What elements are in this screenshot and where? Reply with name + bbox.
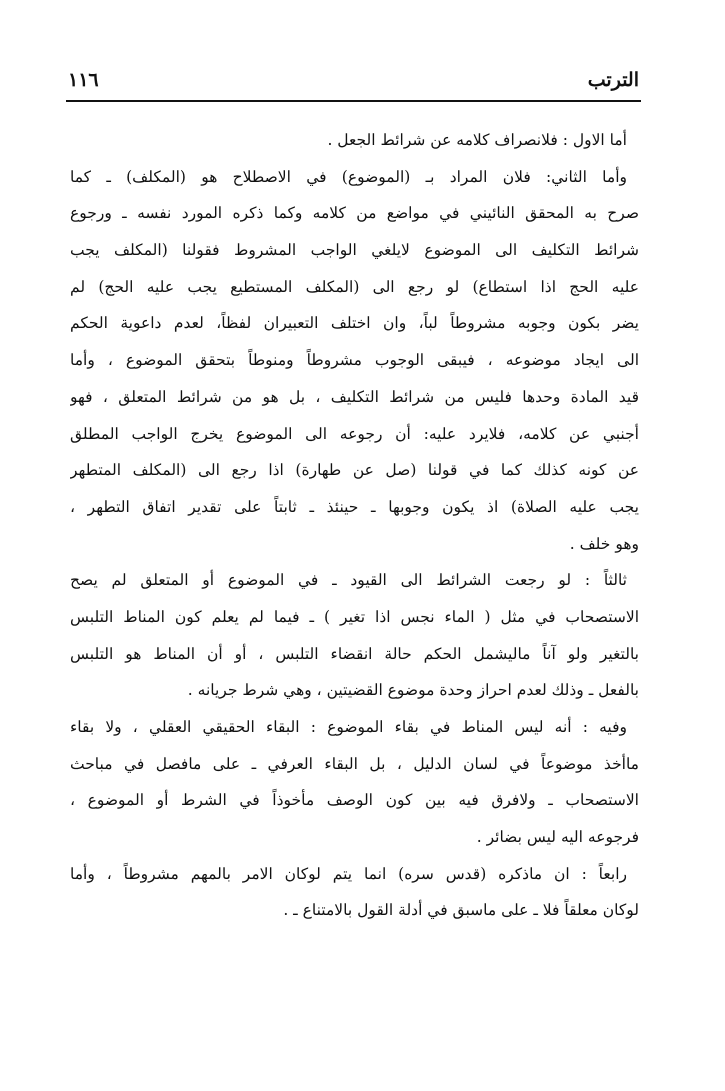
text-line: فرجوعه اليه ليس بضائر . bbox=[476, 828, 639, 847]
text-line: صرح به المحقق النائيني في مواضع من كلامه وكما ذكره المورد نفسه ـ ورجوع bbox=[70, 204, 639, 223]
header-rule bbox=[66, 100, 641, 102]
text-line: بالتغير ولو آناً ماليشمل الحكم حالة انقضاء التلبس ، أو أن المناط هو التلبس bbox=[70, 644, 639, 663]
text-line: يجب عليه الصلاة) اذ يكون وجوبها ـ حينئذ ـ ثابتاً على تقدير اتفاق التطهر ، bbox=[70, 497, 639, 516]
text-line: وهو خلف . bbox=[569, 534, 639, 553]
text-line: شرائط التكليف الى الموضوع لايلغي الواجب المشروط فقولنا (المكلف يجب bbox=[70, 241, 639, 260]
text-line: الاستصحاب ـ ولافرق فيه بين كون الوصف مأخوذاً في الشرط أو الموضوع ، bbox=[70, 791, 639, 810]
text-line: يضر بكون وجوبه مشروطاً لباً، وان اختلف التعبيران لفظاً، لعدم داعوية الحكم bbox=[70, 314, 639, 333]
text-line: وأما الثاني: فلان المراد بـ (الموضوع) في الاصطلاح هو (المكلف) ـ كما bbox=[70, 167, 627, 186]
text-line: الاستصحاب في مثل ( الماء نجس اذا تغير ) ـ فيما لم يعلم كون المناط التلبس bbox=[70, 607, 639, 626]
running-header bbox=[68, 62, 639, 98]
text-line: ثالثاً : لو رجعت الشرائط الى القيود ـ في الموضوع أو المتعلق لم يصح bbox=[70, 571, 627, 590]
text-line: قيد المادة وحدها فليس من شرائط التكليف ، بل هو من شرائط المتعلق ، فهو bbox=[70, 387, 639, 406]
page-number: ١١٦ bbox=[68, 69, 99, 91]
text-line: ماأخذ موضوعاً في لسان الدليل ، بل البقاء العرفي ـ على مافصل في مباحث bbox=[70, 754, 639, 773]
text-line: أجنبي عن كلامه، فلايرد عليه: أن رجوعه الى الموضوع يخرج الواجب المطلق bbox=[70, 424, 639, 443]
text-line: الى ايجاد موضوعه ، فيبقى الوجوب مشروطاً ومنوطاً بتحقق الموضوع ، وأما bbox=[70, 351, 639, 370]
text-line: وفيه : أنه ليس المناط في بقاء الموضوع : البقاء الحقيقي العقلي ، ولا بقاء bbox=[70, 718, 627, 736]
text-line: عليه الحج اذا استطاع) لو رجع الى (المكلف المستطيع يجب عليه الحج) لم bbox=[70, 277, 639, 296]
text-line: عن كونه كذلك كما في قولنا (صل عن طهارة) اذا رجع الى (المكلف المتطهر bbox=[70, 461, 639, 480]
running-title: الترتب bbox=[587, 69, 639, 91]
text-line: أما الاول : فلانصراف كلامه عن شرائط الجعل . bbox=[327, 131, 627, 149]
text-line: بالفعل ـ وذلك لعدم احراز وحدة موضوع القضيتين ، وهي شرط جريانه . bbox=[187, 681, 639, 700]
body-text bbox=[70, 122, 639, 929]
text-line: لوكان معلقاً فلا ـ على ماسبق في أدلة القول بالامتناع ـ . bbox=[283, 901, 639, 920]
text-line: رابعاً : ان ماذكره (قدس سره) انما يتم لوكان الامر بالمهم مشروطاً ، وأما bbox=[70, 864, 627, 883]
